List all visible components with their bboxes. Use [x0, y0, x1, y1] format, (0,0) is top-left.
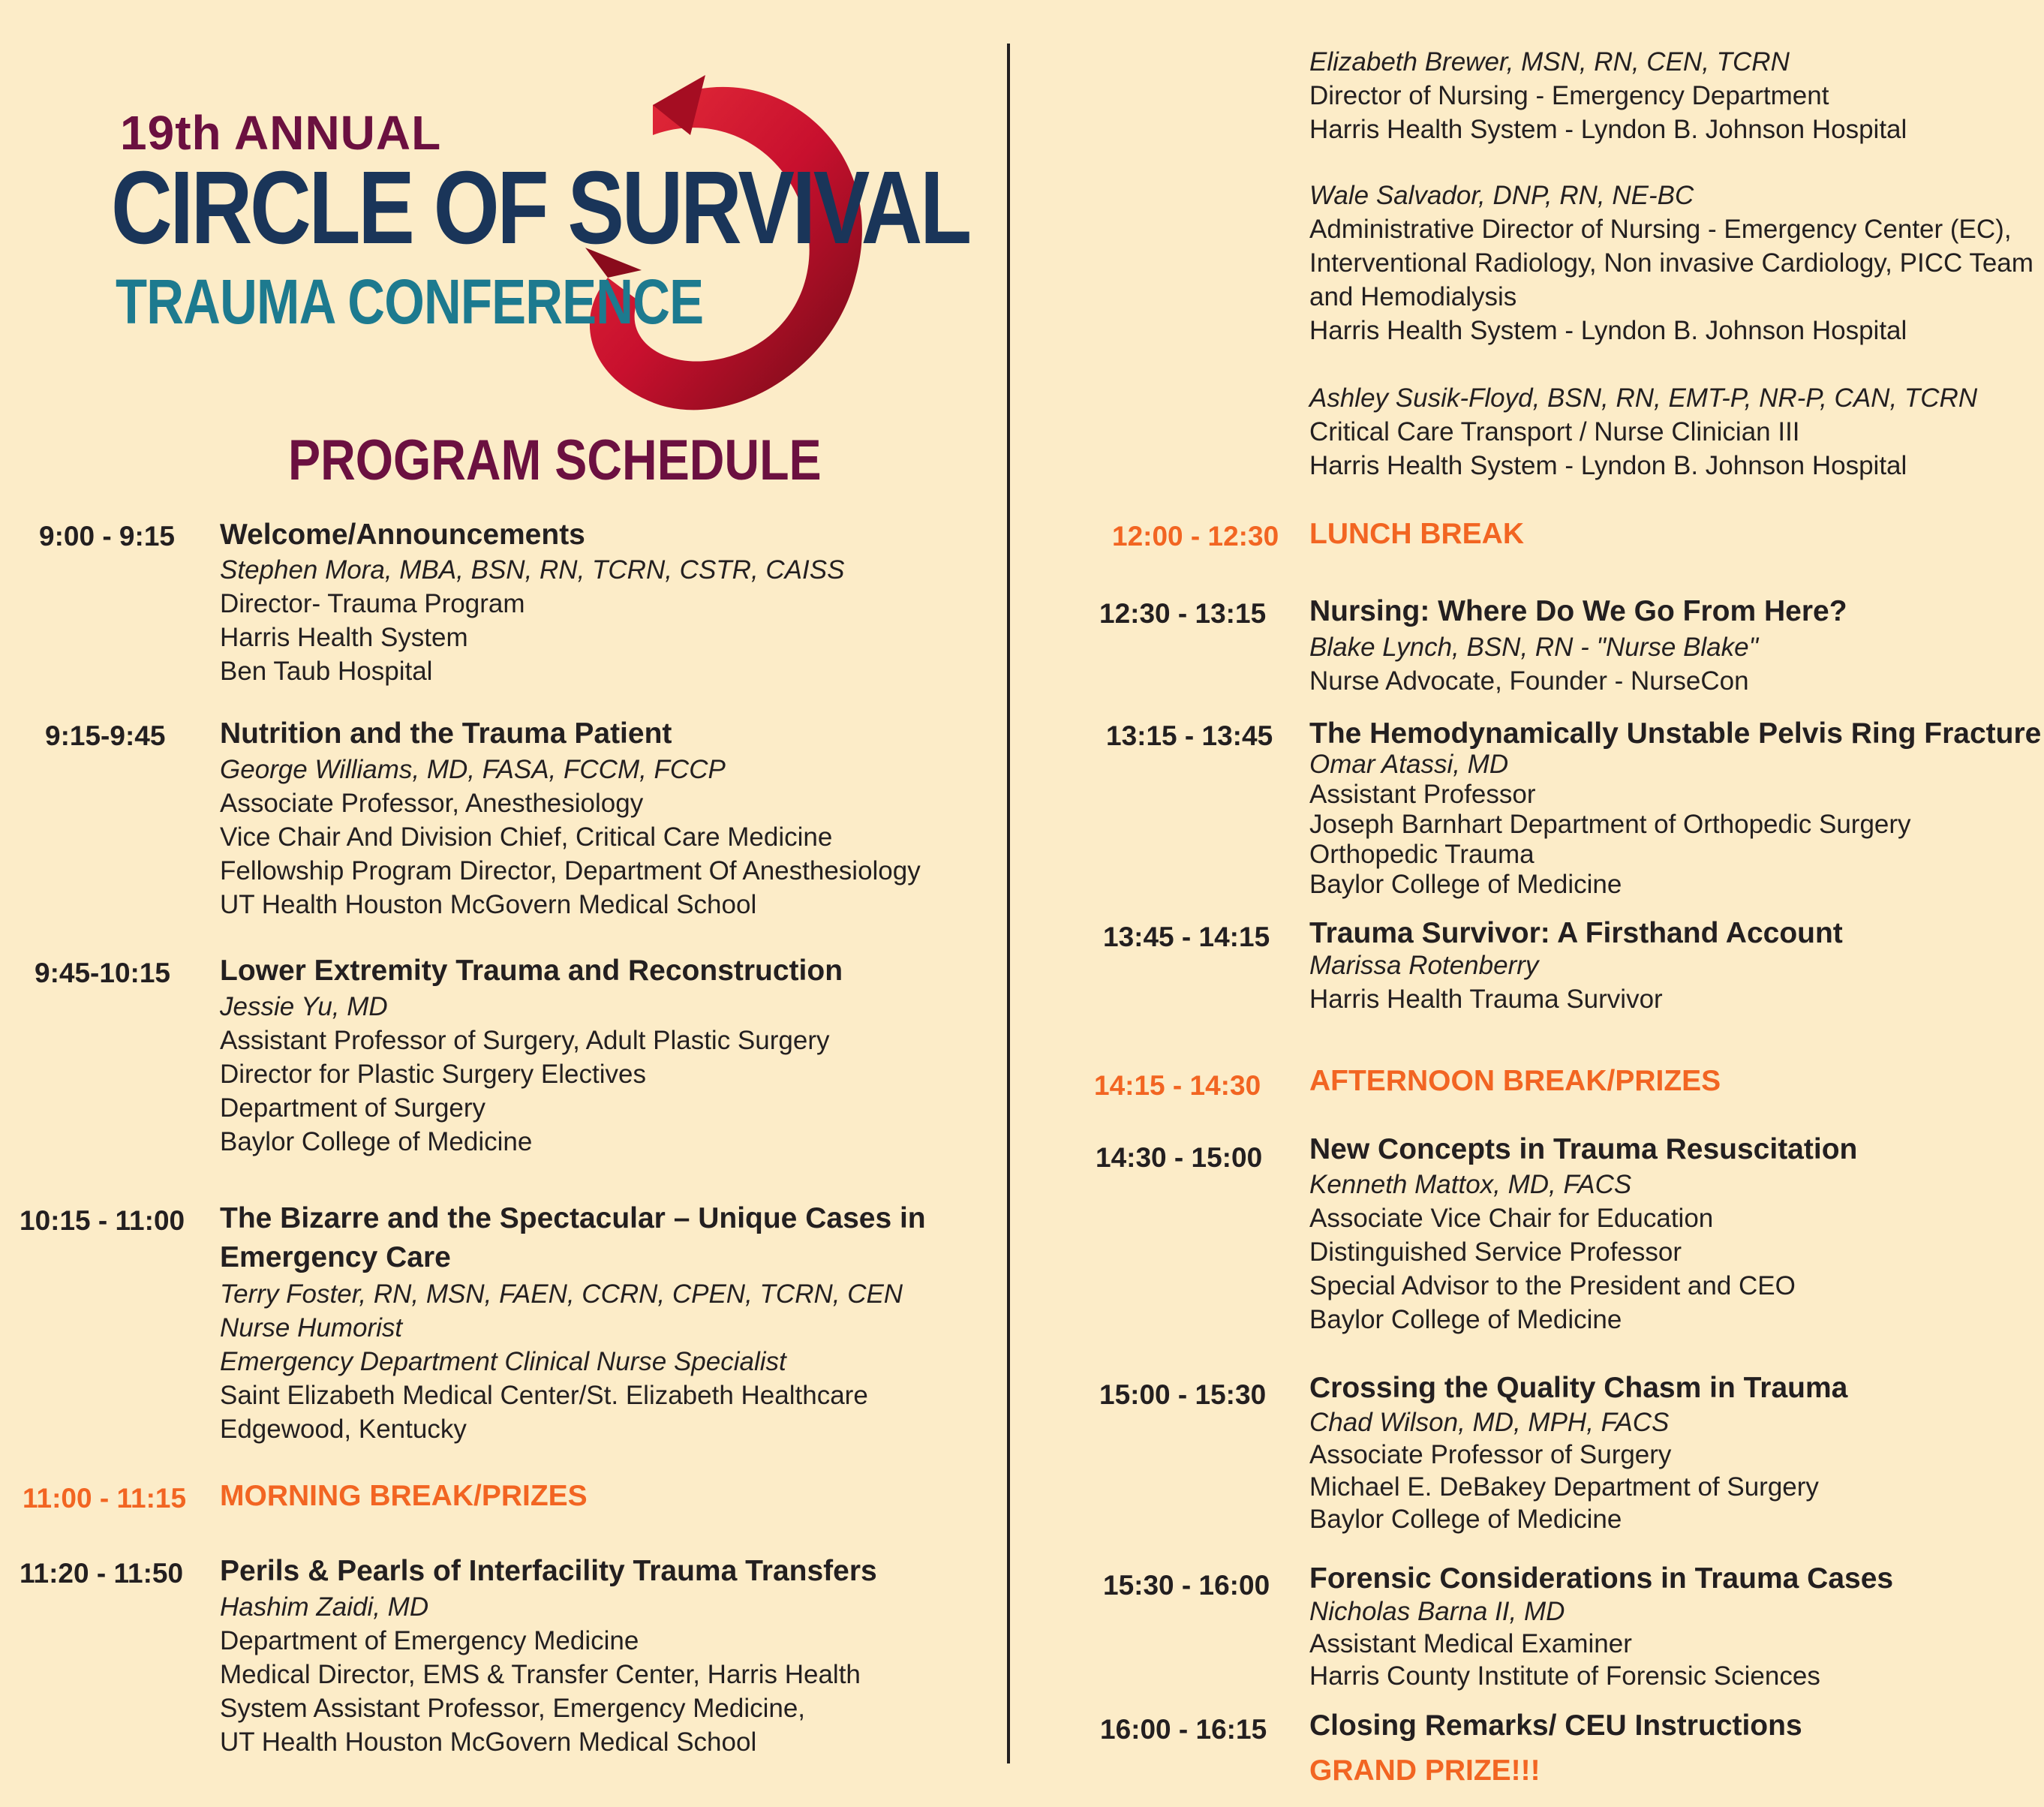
session-time: 15:00 - 15:30 — [1099, 1379, 1267, 1410]
session-speaker: Blake Lynch, BSN, RN - "Nurse Blake" — [1309, 633, 1759, 662]
speaker-detail: Michael E. DeBakey Department of Surgery — [1309, 1472, 1819, 1502]
session-time: 15:30 - 16:00 — [1103, 1570, 1270, 1601]
break-title: MORNING BREAK/PRIZES — [220, 1480, 588, 1512]
session-time: 16:00 - 16:15 — [1100, 1714, 1267, 1745]
grand-prize-label: GRAND PRIZE!!! — [1309, 1754, 1541, 1787]
speaker-detail: Harris County Institute of Forensic Sciences — [1309, 1661, 1820, 1691]
speaker-detail: Baylor College of Medicine — [1309, 870, 1622, 899]
session-title: The Hemodynamically Unstable Pelvis Ring Fracture — [1309, 717, 2042, 750]
speaker-detail: Distinguished Service Professor — [1309, 1237, 1682, 1267]
session-time: 9:45-10:15 — [35, 958, 171, 988]
speaker-detail: and Hemodialysis — [1309, 282, 1517, 311]
speaker-detail: Department of Surgery — [220, 1093, 486, 1123]
speaker-detail: Saint Elizabeth Medical Center/St. Elizabeth Healthcare — [220, 1381, 868, 1410]
session-title: Nursing: Where Do We Go From Here? — [1309, 595, 1847, 627]
speaker-detail: Fellowship Program Director, Department Of Anesthesiology — [220, 856, 921, 885]
session-speaker: Stephen Mora, MBA, BSN, RN, TCRN, CSTR, CAISS — [220, 555, 845, 585]
session-time: 11:20 - 11:50 — [20, 1558, 184, 1589]
break-title: AFTERNOON BREAK/PRIZES — [1309, 1065, 1721, 1097]
speaker-detail: System Assistant Professor, Emergency Medicine, — [220, 1694, 806, 1723]
column-divider — [1007, 44, 1010, 1763]
session-time: 10:15 - 11:00 — [20, 1205, 185, 1236]
session-speaker: Nicholas Barna II, MD — [1309, 1597, 1565, 1626]
session-title: Lower Extremity Trauma and Reconstruction — [220, 955, 843, 987]
session-speaker: Hashim Zaidi, MD — [220, 1592, 429, 1622]
speaker-detail: Administrative Director of Nursing - Emergency Center (EC), — [1309, 215, 2012, 244]
session-speaker: Elizabeth Brewer, MSN, RN, CEN, TCRN — [1309, 47, 1790, 77]
speaker-detail: Department of Emergency Medicine — [220, 1626, 639, 1655]
speaker-detail: Associate Professor, Anesthesiology — [220, 789, 644, 818]
break-title: LUNCH BREAK — [1309, 518, 1524, 550]
session-speaker: Kenneth Mattox, MD, FACS — [1309, 1170, 1632, 1199]
session-title: Emergency Care — [220, 1241, 451, 1273]
session-speaker: Ashley Susik-Floyd, BSN, RN, EMT-P, NR-P, CAN, TCRN — [1309, 383, 1978, 413]
session-title: Closing Remarks/ CEU Instructions — [1309, 1709, 1802, 1742]
speaker-detail: Assistant Professor of Surgery, Adult Plastic Surgery — [220, 1026, 830, 1055]
speaker-detail: Vice Chair And Division Chief, Critical Care Medicine — [220, 822, 833, 852]
break-time: 14:15 - 14:30 — [1094, 1070, 1261, 1101]
speaker-detail: Associate Vice Chair for Education — [1309, 1204, 1714, 1233]
speaker-detail: Harris Health Trauma Survivor — [1309, 985, 1663, 1014]
break-time: 12:00 - 12:30 — [1112, 521, 1279, 552]
break-time: 11:00 - 11:15 — [23, 1483, 187, 1514]
session-speaker: Terry Foster, RN, MSN, FAEN, CCRN, CPEN, TCRN, CEN — [220, 1279, 903, 1309]
speaker-detail: Interventional Radiology, Non invasive Cardiology, PICC Team — [1309, 248, 2033, 278]
speaker-detail: Harris Health System - Lyndon B. Johnson Hospital — [1309, 451, 1907, 480]
speaker-detail: Special Advisor to the President and CEO — [1309, 1271, 1796, 1300]
session-title: Welcome/Announcements — [220, 519, 585, 551]
session-speaker: Marissa Rotenberry — [1309, 951, 1539, 980]
schedule-heading: PROGRAM SCHEDULE — [288, 428, 822, 492]
session-time: 13:15 - 13:45 — [1106, 720, 1273, 751]
session-speaker: Chad Wilson, MD, MPH, FACS — [1309, 1408, 1670, 1437]
session-title: Perils & Pearls of Interfacility Trauma Transfers — [220, 1555, 877, 1587]
speaker-detail: UT Health Houston McGovern Medical School — [220, 890, 757, 919]
speaker-detail: UT Health Houston McGovern Medical School — [220, 1727, 757, 1757]
session-time: 14:30 - 15:00 — [1096, 1142, 1263, 1173]
speaker-detail: Director of Nursing - Emergency Department — [1309, 81, 1829, 110]
speaker-detail: Baylor College of Medicine — [220, 1127, 533, 1156]
session-speaker: George Williams, MD, FASA, FCCM, FCCP — [220, 755, 726, 784]
speaker-detail: Assistant Professor — [1309, 780, 1536, 809]
session-title: New Concepts in Trauma Resuscitation — [1309, 1133, 1858, 1165]
session-time: 9:15-9:45 — [45, 720, 166, 751]
speaker-detail: Nurse Advocate, Founder - NurseCon — [1309, 666, 1749, 696]
conference-title: CIRCLE OF SURVIVAL — [111, 150, 969, 266]
speaker-detail: Harris Health System - Lyndon B. Johnson Hospital — [1309, 316, 1907, 345]
session-time: 13:45 - 14:15 — [1103, 922, 1270, 952]
annual-label: 19th ANNUAL — [120, 106, 442, 160]
speaker-detail: Assistant Medical Examiner — [1309, 1629, 1632, 1658]
session-title: Forensic Considerations in Trauma Cases — [1309, 1562, 1894, 1595]
session-speaker: Jessie Yu, MD — [220, 992, 388, 1021]
speaker-detail: Harris Health System - Lyndon B. Johnson Hospital — [1309, 115, 1907, 144]
speaker-detail: Orthopedic Trauma — [1309, 840, 1535, 869]
session-time: 12:30 - 13:15 — [1099, 598, 1267, 629]
speaker-detail: Director- Trauma Program — [220, 589, 525, 618]
session-title: Crossing the Quality Chasm in Trauma — [1309, 1372, 1848, 1404]
speaker-detail: Associate Professor of Surgery — [1309, 1440, 1672, 1469]
session-title: The Bizarre and the Spectacular – Unique Cases in — [220, 1202, 926, 1234]
speaker-detail: Ben Taub Hospital — [220, 657, 433, 686]
session-speaker: Omar Atassi, MD — [1309, 750, 1509, 779]
session-time: 9:00 - 9:15 — [39, 521, 175, 552]
speaker-detail: Edgewood, Kentucky — [220, 1415, 467, 1444]
session-title: Trauma Survivor: A Firsthand Account — [1309, 917, 1843, 949]
session-title: Nutrition and the Trauma Patient — [220, 717, 672, 750]
speaker-detail: Baylor College of Medicine — [1309, 1505, 1622, 1534]
speaker-detail: Baylor College of Medicine — [1309, 1305, 1622, 1334]
conference-subtitle: TRAUMA CONFERENCE — [116, 266, 704, 337]
conference-header — [0, 0, 975, 510]
speaker-detail: Director for Plastic Surgery Electives — [220, 1060, 646, 1089]
speaker-detail: Medical Director, EMS & Transfer Center, Harris Health — [220, 1660, 861, 1689]
session-speaker: Wale Salvador, DNP, RN, NE-BC — [1309, 181, 1694, 210]
speaker-detail: Emergency Department Clinical Nurse Specialist — [220, 1347, 786, 1376]
speaker-detail: Critical Care Transport / Nurse Clinician III — [1309, 417, 1800, 446]
speaker-detail: Harris Health System — [220, 623, 468, 652]
speaker-detail: Nurse Humorist — [220, 1313, 403, 1342]
speaker-detail: Joseph Barnhart Department of Orthopedic Surgery — [1309, 810, 1911, 839]
